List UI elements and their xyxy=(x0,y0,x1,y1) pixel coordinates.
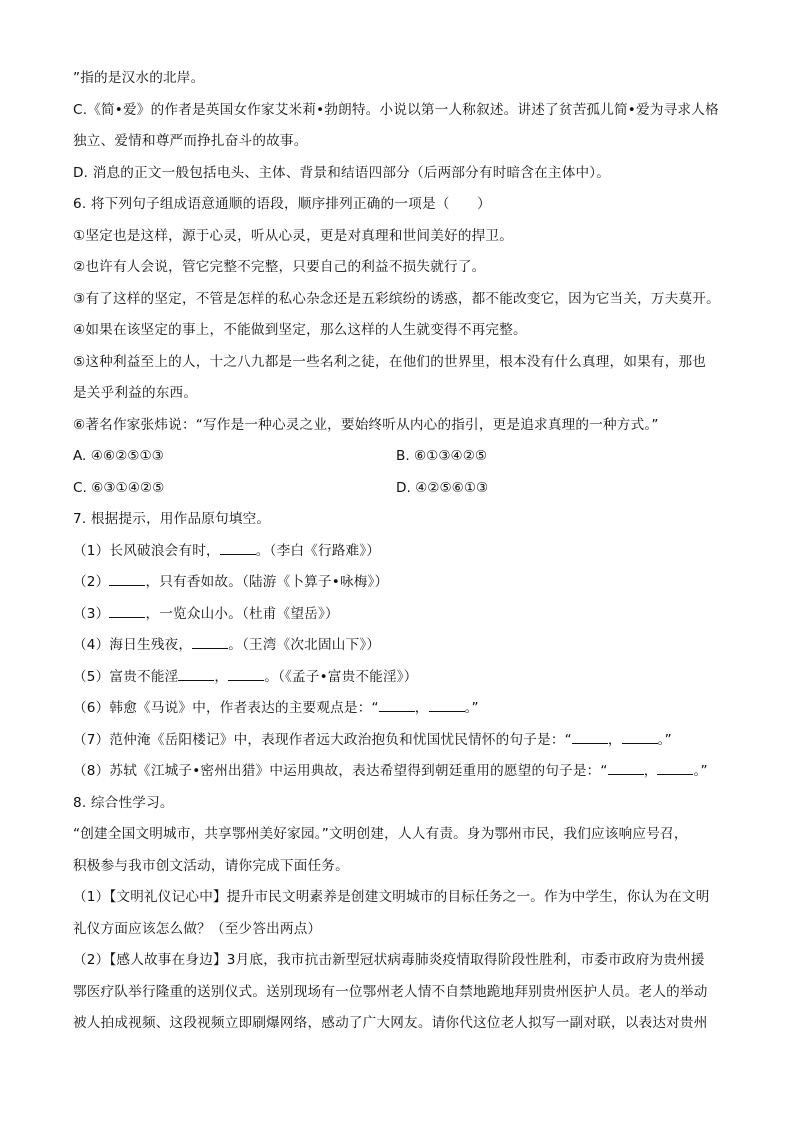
sentence-3: ③有了这样的坚定，不管是怎样的私心杂念还是五彩缤纷的诱惑，都不能改变它，因为它当关，万夫莫开。 xyxy=(73,290,720,307)
fill-item-6 xyxy=(73,693,733,725)
task-2: （2）【感人故事在身边】3月底，我市抗击新型冠状病毒肺炎疫情取得阶段性胜利，市委市政府为贵州援 xyxy=(73,952,705,968)
answer-blank[interactable] xyxy=(622,731,658,744)
sentence-6: ⑥著名作家张炜说：“写作是一种心灵之业，要始终听从内心的指引，更是追求真理的一种方式。” xyxy=(73,416,659,433)
answer-blank[interactable] xyxy=(109,573,145,586)
answer-blank[interactable] xyxy=(572,731,608,744)
fill-item-text: ， xyxy=(607,731,622,748)
answer-blank[interactable] xyxy=(192,636,228,649)
task-2-cont: 被人拍成视频、这段视频立即刷爆网络，感动了广大网友。请你代这位老人拟写一副对联，以表达对贵州 xyxy=(73,1015,708,1031)
fill-item-text: （6）韩愈《马说》中，作者表达的主要观点是：“ xyxy=(73,700,379,716)
fill-item-text: 。（王湾《次北固山下》） xyxy=(228,637,381,653)
fill-item-text: （7）范仲淹《岳阳楼记》中，表现作者远大政治抱负和忧国忧民情怀的句子是：“ xyxy=(73,731,572,748)
fill-item-3 xyxy=(73,599,733,631)
answer-blank[interactable] xyxy=(429,699,465,712)
fill-item-text: 。” xyxy=(693,763,708,779)
fill-item-text: （5）富贵不能淫 xyxy=(73,668,179,685)
fill-item-text: （2） xyxy=(73,574,110,590)
answer-option-d[interactable]: D. ④②⑤⑥①③ xyxy=(396,479,489,496)
fill-item-8 xyxy=(73,756,733,788)
fill-item-text: ， xyxy=(414,700,429,716)
fill-item-text: （8）苏轼《江城子•密州出猎》中运用典故，表达希望得到朝廷重用的愿望的句子是：“ xyxy=(73,763,608,779)
fill-item-text: （3） xyxy=(73,605,110,622)
question-8-title: 8. 综合性学习。 xyxy=(73,794,174,811)
answer-blank[interactable] xyxy=(109,605,145,618)
question-7-title: 7. 根据提示，用作品原句填空。 xyxy=(73,511,271,527)
answer-option-b[interactable]: B. ⑥①③④②⑤ xyxy=(396,448,488,464)
answer-option-c[interactable]: C. ⑥③①④②⑤ xyxy=(73,479,165,496)
fill-item-7 xyxy=(73,725,733,757)
sentence-1: ①坚定也是这样，源于心灵，听从心灵，更是对真理和世间美好的捍卫。 xyxy=(73,227,513,244)
fill-item-text: ，一览众山小。（杜甫《望岳》） xyxy=(145,605,339,622)
fill-item-text: ，只有香如故。（陆游《卜算子•咏梅》） xyxy=(145,574,389,590)
fill-item-text: ， xyxy=(214,668,229,685)
fill-item-text: 。” xyxy=(464,700,479,716)
option-c-line: C.《简•爱》的作者是英国女作家艾米莉•勃朗特。小说以第一人称叙述。讲述了贫苦孤儿简•爱为寻求人格 xyxy=(73,101,719,118)
answer-option-a[interactable]: A. ④⑥②⑤①③ xyxy=(73,448,164,464)
text-line: ”指的是汉水的北岸。 xyxy=(73,70,205,86)
sentence-5-cont: 是关乎利益的东西。 xyxy=(73,385,198,401)
question-6-title: 6. 将下列句子组成语意通顺的语段，顺序排列正确的一项是（ ） xyxy=(73,196,491,212)
option-d-line: D. 消息的正文一般包括电头、主体、背景和结语四部分（后两部分有时暗含在主体中）。 xyxy=(73,164,611,181)
fill-item-text: 。（李白《行路难》） xyxy=(255,542,381,559)
fill-item-text: 。（《孟子•富贵不能淫》） xyxy=(264,668,418,685)
answer-blank[interactable] xyxy=(178,668,214,681)
fill-item-text: （4）海日生残夜， xyxy=(73,637,193,653)
fill-item-5 xyxy=(73,662,733,694)
answer-blank[interactable] xyxy=(608,762,644,775)
fill-item-1 xyxy=(73,536,733,568)
answer-blank[interactable] xyxy=(228,668,264,681)
task-2-cont: 鄂医疗队举行隆重的送别仪式。送别现场有一位鄂州老人情不自禁地跪地拜别贵州医护人员。老人的举动 xyxy=(73,983,708,1000)
sentence-5: ⑤这种利益至上的人，十之八九都是一些名利之徒，在他们的世界里，根本没有什么真理，如果有，那也 xyxy=(73,353,707,370)
answer-blank[interactable] xyxy=(220,542,256,555)
question-8-intro: “创建全国文明城市，共享鄂州美好家园。”文明创建，人人有责。身为鄂州市民，我们应该响应号召， xyxy=(73,826,688,842)
fill-item-text: （1）长风破浪会有时， xyxy=(73,542,220,559)
fill-item-4 xyxy=(73,630,733,662)
task-1-cont: 礼仪方面应该怎么做？（至少答出两点） xyxy=(73,920,322,937)
sentence-2: ②也许有人会说，管它完整不完整，只要自己的利益不损失就行了。 xyxy=(73,259,486,275)
task-1: （1）【文明礼仪记心中】提升市民文明素养是创建文明城市的目标任务之一。作为中学生，你认为在文明 xyxy=(73,889,710,905)
sentence-4: ④如果在该坚定的事上，不能做到坚定，那么这样的人生就变得不再完整。 xyxy=(73,322,527,338)
fill-item-text: 。” xyxy=(657,731,672,748)
answer-options-row-2 xyxy=(73,473,733,505)
fill-item-2 xyxy=(73,567,733,599)
answer-blank[interactable] xyxy=(657,762,693,775)
text-line: 独立、爱情和尊严而挣扎奋斗的故事。 xyxy=(73,133,308,149)
fill-item-text: ， xyxy=(643,763,658,779)
document-page xyxy=(73,63,733,1040)
answer-options-row-1 xyxy=(73,441,733,473)
question-8-intro-cont: 积极参与我市创文活动，请你完成下面任务。 xyxy=(73,857,349,874)
answer-blank[interactable] xyxy=(379,699,415,712)
